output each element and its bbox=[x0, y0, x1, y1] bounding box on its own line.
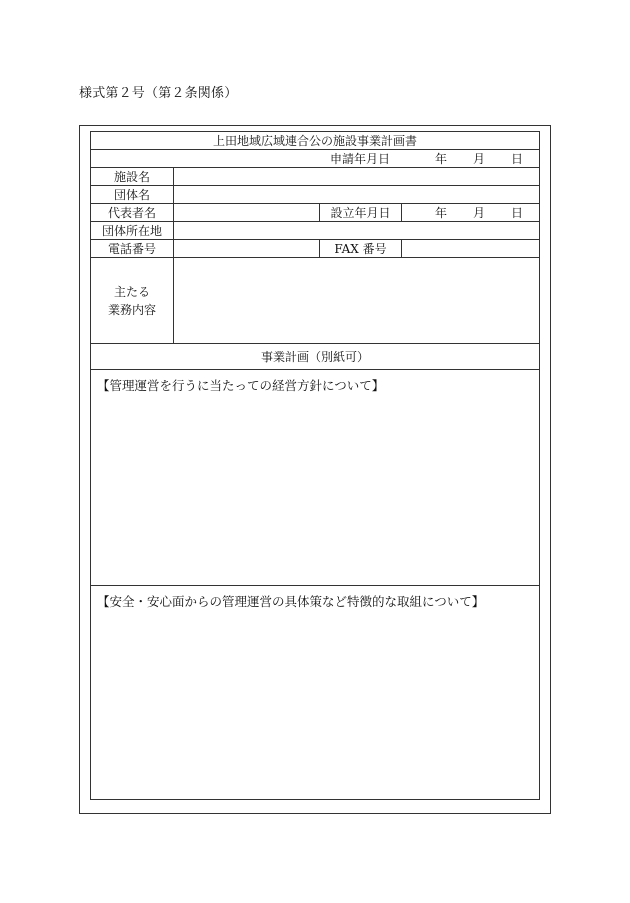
business-plan-heading-row bbox=[91, 344, 539, 370]
established-day-label: 日 bbox=[510, 206, 523, 220]
safety-measures-heading: 【安全・安心面からの管理運営の具体策など特徴的な取組について】 bbox=[97, 594, 485, 609]
form-number-label: 様式第２号（第２条関係） bbox=[79, 86, 238, 101]
application-date-row bbox=[91, 150, 539, 168]
fax-number-field[interactable] bbox=[401, 240, 539, 257]
application-year-label: 年 bbox=[434, 152, 447, 166]
application-month-label: 月 bbox=[472, 152, 485, 166]
established-year-label: 年 bbox=[434, 206, 447, 220]
phone-number-label: 電話番号 bbox=[107, 242, 156, 256]
management-policy-section[interactable] bbox=[91, 370, 539, 586]
representative-row bbox=[91, 204, 539, 222]
main-business-row bbox=[91, 258, 539, 344]
facility-name-label: 施設名 bbox=[113, 170, 150, 184]
organization-name-label: 団体名 bbox=[113, 188, 150, 202]
established-date-label: 設立年月日 bbox=[319, 204, 401, 221]
representative-name-field[interactable] bbox=[173, 204, 319, 221]
application-day-label: 日 bbox=[510, 152, 523, 166]
main-business-field[interactable] bbox=[173, 258, 539, 343]
facility-name-row bbox=[91, 168, 539, 186]
organization-address-field[interactable] bbox=[173, 222, 539, 239]
organization-address-label: 団体所在地 bbox=[101, 224, 162, 238]
title-row bbox=[91, 132, 539, 150]
business-plan-heading: 事業計画（別紙可） bbox=[260, 350, 369, 364]
representative-name-label: 代表者名 bbox=[107, 206, 156, 220]
fax-number-label: FAX 番号 bbox=[319, 240, 401, 257]
main-business-label bbox=[91, 258, 173, 343]
safety-measures-section[interactable] bbox=[91, 586, 539, 799]
form-title: 上田地域広域連合公の施設事業計画書 bbox=[212, 134, 417, 148]
plan-form-table bbox=[90, 131, 540, 800]
facility-name-field[interactable] bbox=[173, 168, 539, 185]
established-month-label: 月 bbox=[472, 206, 485, 220]
phone-number-field[interactable] bbox=[173, 240, 319, 257]
organization-name-field[interactable] bbox=[173, 186, 539, 203]
application-date-label: 申請年月日 bbox=[329, 152, 390, 166]
phone-fax-row bbox=[91, 240, 539, 258]
main-business-label-line1: 主たる bbox=[113, 284, 150, 299]
main-business-label-line2: 業務内容 bbox=[107, 302, 156, 317]
organization-name-row bbox=[91, 186, 539, 204]
organization-address-row bbox=[91, 222, 539, 240]
management-policy-heading: 【管理運営を行うに当たっての経営方針について】 bbox=[97, 378, 385, 393]
